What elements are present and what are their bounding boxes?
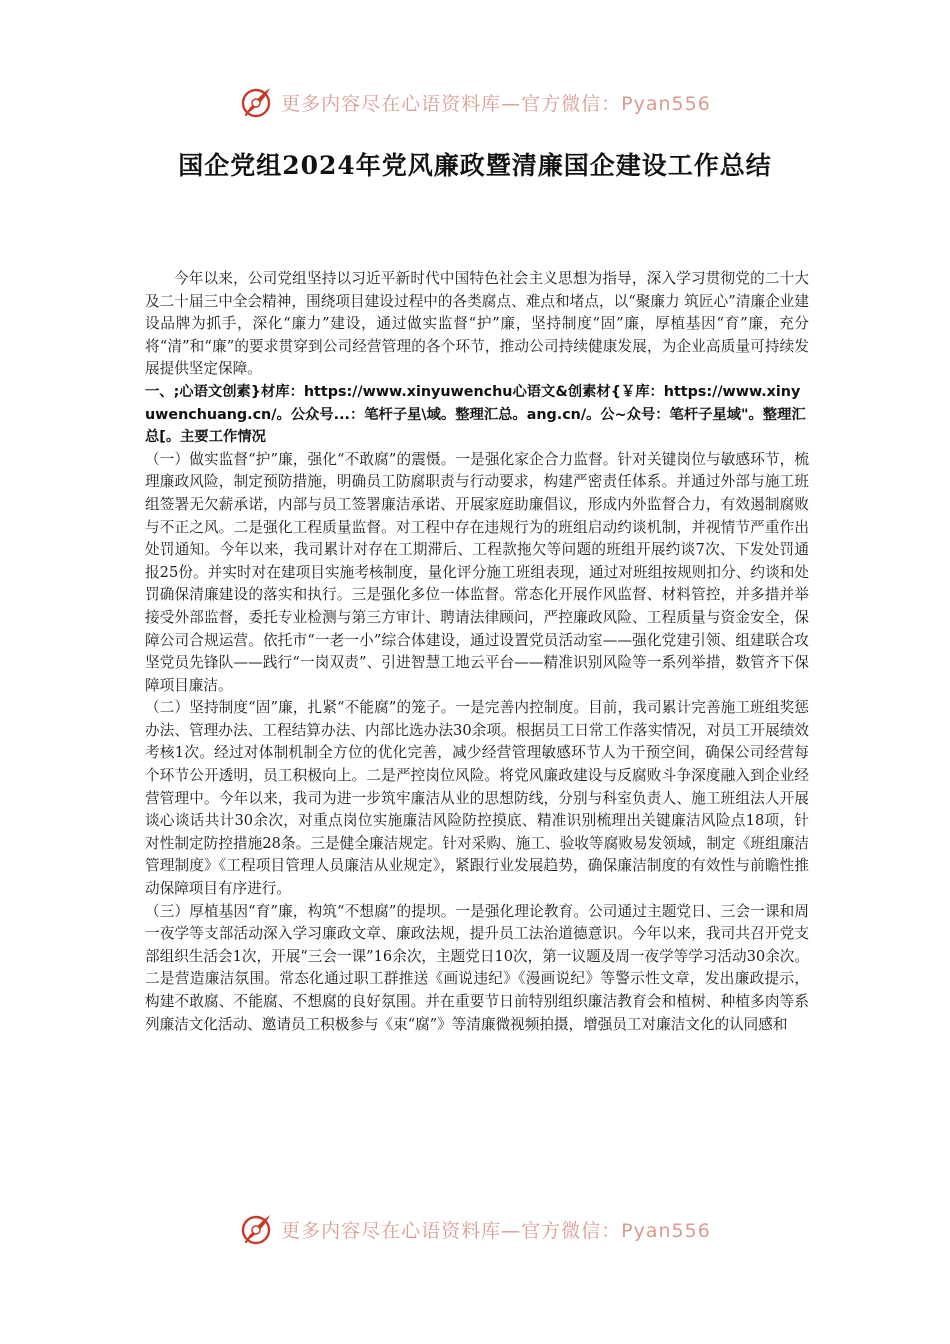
intro-paragraph: 今年以来，公司党组坚持以习近平新时代中国特色社会主义思想为指导，深入学习贯彻党的二十大及二十届三中全会精神，围绕项目建设过程中的各类腐点、难点和堵点，以“聚廉力 筑匠心”清廉企业建设品牌为抓手，深化“廉力”建设，通过做实监督“护”廉，坚持制度“固”廉，厚植基因“育”廉，充分将“清”和“廉”的要求贯穿到公司经营管理的各个环节，推动公司持续健康发展，为企业高质量可持续发展提供坚定保障。 <box>145 270 809 378</box>
watermark-banner-bottom <box>0 1207 950 1251</box>
body-paragraph-2: （二）坚持制度“固”廉，扎紧“不能腐”的笼子。一是完善内控制度。目前，我司累计完善施工班组奖惩办法、管理办法、工程结算办法、内部比选办法30余项。根据员工日常工作落实情况，对员工开展绩效考核1次。经过对体制机制全方位的优化完善，减少经营管理敏感环节人为干预空间，确保公司经营每个环节公开透明，员工积极向上。二是严控岗位风险。将党风廉政建设与反腐败斗争深度融入到企业经营管理中。今年以来，我司为进一步筑牢廉洁从业的思想防线，分别与科室负责人、施工班组法人开展谈心谈话共计30余次，对重点岗位实施廉洁风险防控摸底、精准识别梳理出关键廉洁风险点18项，针对性制定防控措施28条。三是健全廉洁规定。针对采购、施工、验收等腐败易发领域，制定《班组廉洁管理制度》《工程项目管理人员廉洁从业规定》，紧跟行业发展趋势，确保廉洁制度的有效性与前瞻性推动保障项目有序进行。 <box>145 699 809 898</box>
document-title: 国企党组2024年党风廉政暨清廉国企建设工作总结 <box>178 151 772 180</box>
body-paragraph-1: （一）做实监督“护”廉，强化“不敢腐”的震慑。一是强化家企合力监督。针对关键岗位与敏感环节，梳理廉政风险，制定预防措施，明确员工防腐职责与行动要求，构建严密责任体系。并通过外部与施工班组签署无欠薪承诺，内部与员工签署廉洁承诺、开展家庭助廉倡议，形成内外监督合力，有效遏制腐败与不正之风。二是强化工程质量监督。对工程中存在违规行为的班组启动约谈机制，并视情节严重作出处罚通知。今年以来，我司累计对存在工期滞后、工程款拖欠等问题的班组开展约谈7次、下发处罚通报25份。并实时对在建项目实施考核制度，量化评分施工班组表现，通过对班组按规则扣分、约谈和处罚确保清廉建设的落实和执行。三是强化多位一体监督。常态化开展作风监督、材料管控，并多措并举接受外部监督，委托专业检测与第三方审计、聘请法律顾问，严控廉政风险、工程质量与资金安全，保障公司合规运营。依托市“一老一小”综合体建设，通过设置党员活动室——强化党建引领、组建联合攻坚党员先锋队——践行“一岗双责”、引进智慧工地云平台——精准识别风险等一系列举措，数管齐下保障项目廉洁。 <box>145 450 809 694</box>
quill-seal-icon <box>239 1211 275 1247</box>
section-heading: 一、;心语文创素}材库：https://www.xinyuwenchu心语文&创素材{￥库：https://www.xinyuwenchuang.cn/。公众号...：笔杆子星\域。整理汇总。ang.cn/。公~众号：笔杆子星域"。整理汇总[。主要工作情况 <box>145 383 806 446</box>
banner-text: 更多内容尽在心语资料库—官方微信：Pyan556 <box>281 1219 711 1242</box>
banner-text: 更多内容尽在心语资料库—官方微信：Pyan556 <box>281 92 711 115</box>
document-body <box>145 268 809 1036</box>
body-paragraph-3: （三）厚植基因“育”廉，构筑“不想腐”的提坝。一是强化理论教育。公司通过主题党日、三会一课和周一夜学等支部活动深入学习廉政文章、廉政法规，提升员工法治道德意识。今年以来，我司共召开党支部组织生活会1次，开展“三会一课”16余次，主题党日10次，第一议题及周一夜学等学习活动30余次。二是营造廉洁氛围。常态化通过职工群推送《画说违纪》《漫画说纪》等警示性文章，发出廉政提示，构建不敢腐、不能腐、不想腐的良好氛围。并在重要节日前特别组织廉洁教育会和植树、种植多肉等系列廉洁文化活动、邀请员工积极参与《束“腐”》等清廉微视频拍摄，增强员工对廉洁文化的认同感和 <box>145 902 809 1033</box>
quill-seal-icon <box>239 84 275 120</box>
watermark-banner-top <box>0 80 950 124</box>
